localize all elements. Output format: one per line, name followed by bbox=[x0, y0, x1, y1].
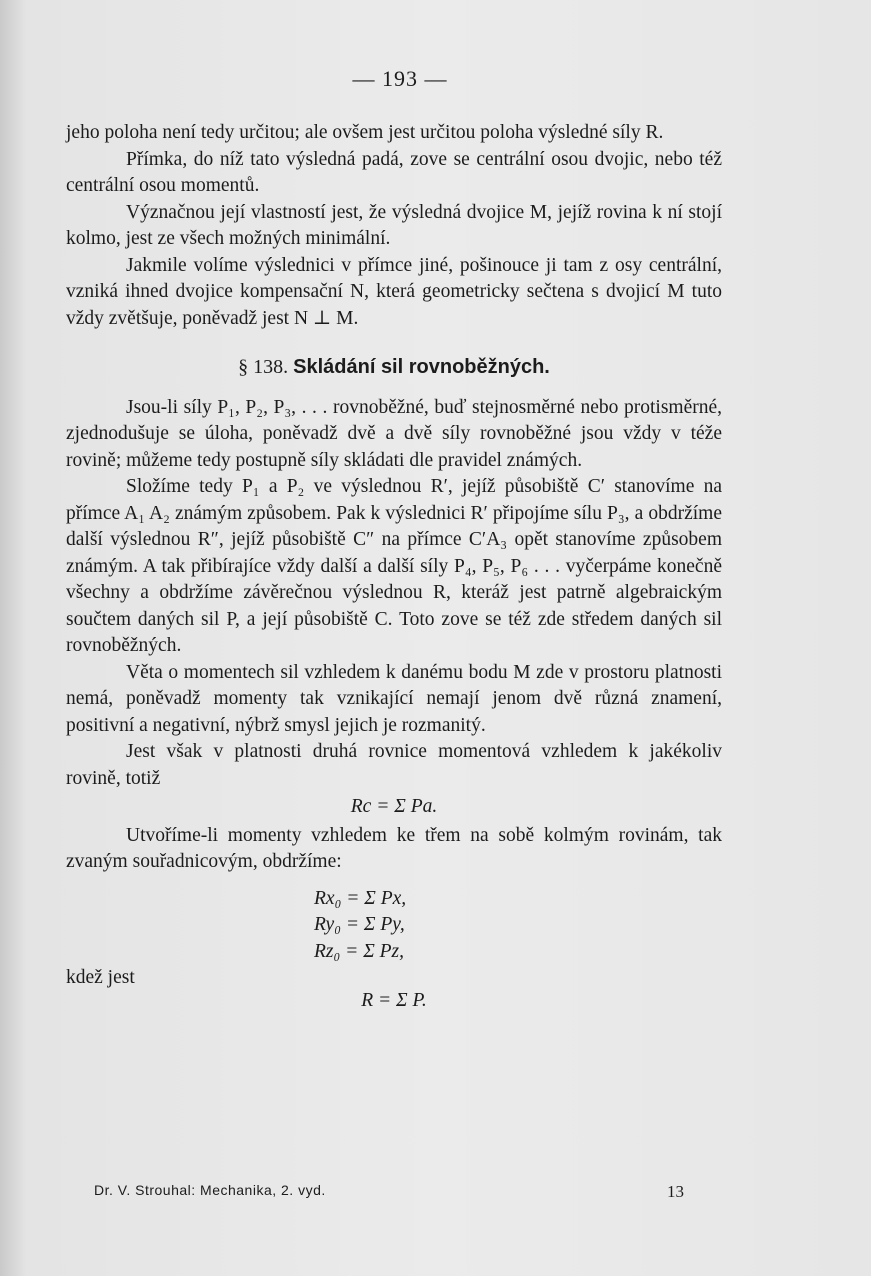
equation-block bbox=[66, 886, 722, 966]
page-footer bbox=[94, 1182, 684, 1202]
equation: R = Σ P. bbox=[361, 989, 427, 1011]
sheet-number: 13 bbox=[667, 1182, 684, 1201]
section-heading bbox=[66, 354, 722, 381]
paragraph: Věta o momentech sil vzhledem k danému bodu M zde v prostoru platnosti nemá, poněvadž momenty tak vznikající nemají jenom dvě různá znamení, positivní a negativní, nýbrž smysl jejich je rozmanitý. bbox=[66, 661, 722, 736]
section-title: Skládání sil rovnoběžných. bbox=[293, 356, 550, 378]
paragraph: Jakmile volíme výslednici v přímce jiné, pošinouce ji tam z osy centrální, vzniká ihned dvojice kompensační N, která geometricky sečtena s dvojicí M tuto vždy zvětšuje, poněvadž jest N ⊥ M. bbox=[66, 254, 722, 329]
equation: Ry₀ = Σ Py, bbox=[314, 914, 405, 935]
paragraph: kdež jest bbox=[66, 967, 135, 988]
footer-signature: Dr. V. Strouhal: Mechanika, 2. vyd. bbox=[94, 1182, 326, 1198]
equation: Rz₀ = Σ Pz, bbox=[314, 940, 405, 962]
paragraph: jeho poloha není tedy určitou; ale ovšem jest určitou poloha výsledné síly R. bbox=[66, 122, 664, 143]
page-body bbox=[66, 120, 722, 1014]
paragraph: Utvoříme-li momenty vzhledem ke třem na sobě kolmým rovinám, tak zvaným souřadnicovým, obdržíme: bbox=[66, 824, 722, 872]
equation: Rc = Σ Pa. bbox=[350, 796, 438, 817]
paragraph: Jest však v platnosti druhá rovnice momentová vzhledem k jakékoliv rovině, totiž bbox=[66, 741, 722, 789]
paragraph: Význačnou její vlastností jest, že výsledná dvojice M, jejíž rovina k ní stojí kolmo, jest ze všech možných minimální. bbox=[66, 201, 722, 249]
paragraph: Jsou-li síly P₁, P₂, P₃, . . . rovnoběžné, buď stejnosměrné nebo protisměrné, zjednodušuje se úloha, poněvadž dvě a dvě síly rovnoběžné jsou vždy v téže rovině; můžeme tedy postupně síly skládati dle pravidel známých. bbox=[66, 396, 722, 471]
equation: Rx₀ = Σ Px, bbox=[314, 887, 407, 909]
section-number: § 138. bbox=[238, 356, 289, 378]
paragraph: Přímka, do níž tato výsledná padá, zove se centrální osou dvojic, nebo též centrální osou momentů. bbox=[66, 148, 722, 196]
paragraph: Složíme tedy P₁ a P₂ ve výslednou R′, jejíž působiště C′ stanovíme na přímce A₁ A₂ známým způsobem. Pak k výslednici R′ připojíme sílu P₃, a obdržíme další výslednou R″, jejíž působiště C″ na přímce C′A₃ opět stanovíme způsobem známým. A tak přibírajíce vždy další a další síly P₄, P₅, P₆ . . . vyčerpáme konečně všechny a obdržíme závěrečnou výslednou R, kteráž jest patrně algebraickým součtem daných sil P, a její působiště C. Toto zove se též zde středem daných sil rovnoběžných. bbox=[66, 476, 722, 656]
page-number: — 193 — bbox=[352, 66, 448, 91]
